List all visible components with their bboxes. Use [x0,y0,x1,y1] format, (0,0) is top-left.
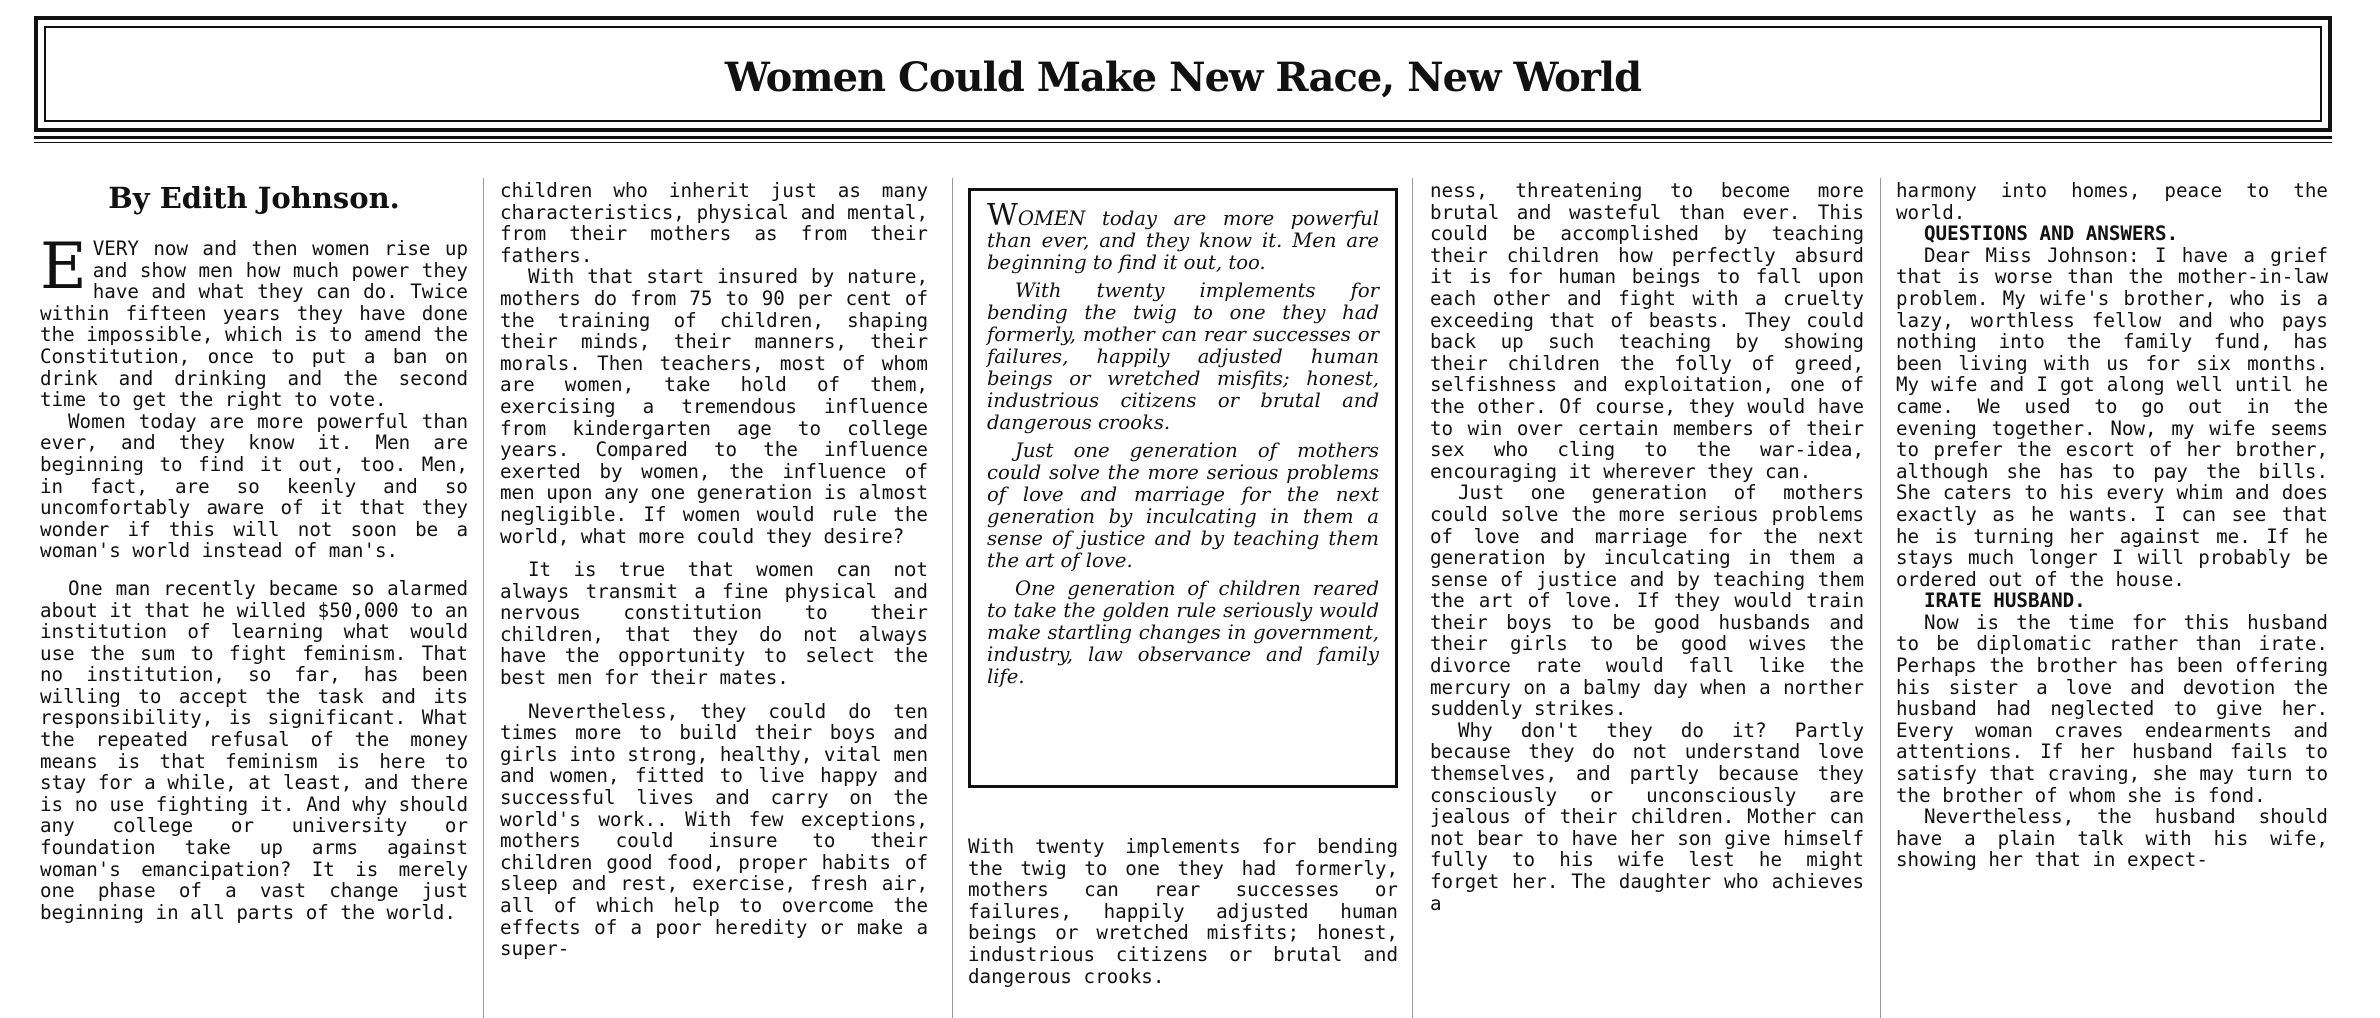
pull-quote-paragraph: One generation of children reared to take the golden rule seriously would make startling changes in government, industry, law observance and family life. [987,577,1379,688]
paragraph: harmony into homes, peace to the world. [1896,180,2328,224]
rule-bottom [34,142,2332,143]
column-divider [1412,178,1413,1018]
paragraph: It is true that women can not always transmit a fine physical and nervous constitution to their children, that they do not always have the opportunity to select the best men for their mates. [500,558,928,690]
headline-box [34,16,2332,132]
pull-quote-text: OMEN today are more powerful than ever, and they know it. Men are beginning to find it out, too. [987,207,1379,274]
column-2 [500,180,928,1018]
paragraph: Just one generation of mothers could solve the more serious problems of love and marriage for the next generation by inculcating in them a sense of justice and by teaching them the art of love. If they would train their boys to be good husbands and their girls to be good wives the divorce rate would fall like the mercury on a balmy day when a norther suddenly strikes. [1430,481,1864,721]
pull-quote-box [968,188,1398,788]
paragraph: With twenty implements for bending the twig to one they had formerly, mothers can rear successes or failures, happily adjusted human beings or wretched misfits; honest, industrious citizens or brutal and dangerous crooks. [968,836,1398,988]
pull-quote-paragraph [987,198,1379,274]
paragraph: ness, threatening to become more brutal and wasteful than ever. This could be accomplished by teaching their children how perfectly absurd it is for human beings to fall upon each other and fight with a cruelty exceeding that of beasts. They could back up such teaching by showing their children the folly of greed, selfishness and exploitation, one of the other. Of course, they would have to win over certain members of their sex who cling to the war-idea, encouraging it wherever they can. [1430,180,1864,483]
headline: Women Could Make New Race, New World [724,54,1642,101]
answer-paragraph: Nevertheless, the husband should have a plain talk with his wife, showing her that in expect- [1896,805,2328,872]
paragraph: children who inherit just as many characteristics, physical and mental, from their mothers as from their fathers. [500,180,928,267]
paragraph: With that start insured by nature, mothers do from 75 to 90 per cent of the training of children, shaping their minds, their manners, their morals. Then teachers, most of whom are women, take hold of them, exercising a tremendous influence from kindergarten age to college years. Compared to the influence exerted by women, the influence of men upon any one generation is almost negligible. If women would rule the world, what more could they desire? [500,265,928,548]
drop-cap: E [40,230,87,304]
byline: By Edith Johnson. [108,181,400,215]
letter-paragraph: Dear Miss Johnson: I have a grief that is worse than the mother-in-law problem. My wife's brother, who is a lazy, worthless fellow and who pays nothing into the family fund, has been living with us for six months. My wife and I got along well until he came. We used to go out in the evening together. Now, my wife seems to prefer the escort of her brother, although she has to pay the bills. She caters to his every whim and does exactly as he wants. I can see that he is turning her against me. If he stays much longer I will probably be ordered out of the house. [1896,243,2328,591]
column-divider [952,178,953,1018]
column-1 [40,180,468,1018]
letter-signoff: IRATE HUSBAND. [1924,589,2086,613]
pull-quote-paragraph: With twenty implements for bending the twig to one they had formerly, mother can rear successes or failures, happily adjusted human beings or wretched misfits; honest, industrious citizens or brutal and dangerous crooks. [987,279,1379,434]
column-divider [483,178,484,1018]
pull-quote-paragraph: Just one generation of mothers could solve the more serious problems of love and marriage for the next generation by inculcating in them a sense of justice and by teaching them the art of love. [987,439,1379,572]
paragraph [40,230,468,412]
column-3-below [968,836,1398,1018]
paragraph: Women today are more powerful than ever, and they know it. Men are beginning to find it out, too. Men, in fact, are so keenly and so uncomfortably aware of it that they wonder if this will not soon be a woman's world instead of man's. [40,409,468,563]
column-5 [1896,180,2328,1018]
rule-top [34,136,2332,139]
paragraph: Why don't they do it? Partly because they do not understand love themselves, and partly because they consciously or unconsciously are jealous of their children. Mother can not bear to have her son give himself fully to his wife lest he might forget her. The daughter who achieves a [1430,718,1864,915]
paragraph: One man recently became so alarmed about it that he willed $50,000 to an institution of learning what would use the sum to fight feminism. That no institution, so far, has been willing to accept the task and its responsibility, is significant. What the repeated refusal of the money means is that feminism is here to stay for a while, at least, and there is no use fighting it. And why should any college or university or foundation take up arms against woman's emancipation? It is merely one phase of a vast change just beginning in all parts of the world. [40,576,468,924]
section-subhead: QUESTIONS AND ANSWERS. [1924,222,2179,246]
paragraph: Nevertheless, they could do ten times more to build their boys and girls into strong, healthy, vital men and women, fitted to live happy and successful lives and carry on the world's work.. With few exceptions, mothers could insure to their children good food, proper habits of sleep and rest, exercise, fresh air, all of which help to overcome the effects of a poor heredity or make a super- [500,699,928,961]
answer-paragraph: Now is the time for this husband to be diplomatic rather than irate. Perhaps the brother has been offering his sister a love and devotion the husband had neglected to give her. Every woman craves endearments and attentions. If her husband fails to satisfy that craving, she may turn to the brother of whom she is fond. [1896,610,2328,807]
paragraph-text: VERY now and then women rise up and show men how much power they have and what they can do. Twice within fifteen years they have done the impossible, which is to amend the Constitution, once to put a ban on drink and drinking and the second time to get the right to vote. [40,237,468,412]
column-divider [1880,178,1881,1018]
pull-quote-cap: W [987,198,1018,233]
column-4 [1430,180,1864,1018]
